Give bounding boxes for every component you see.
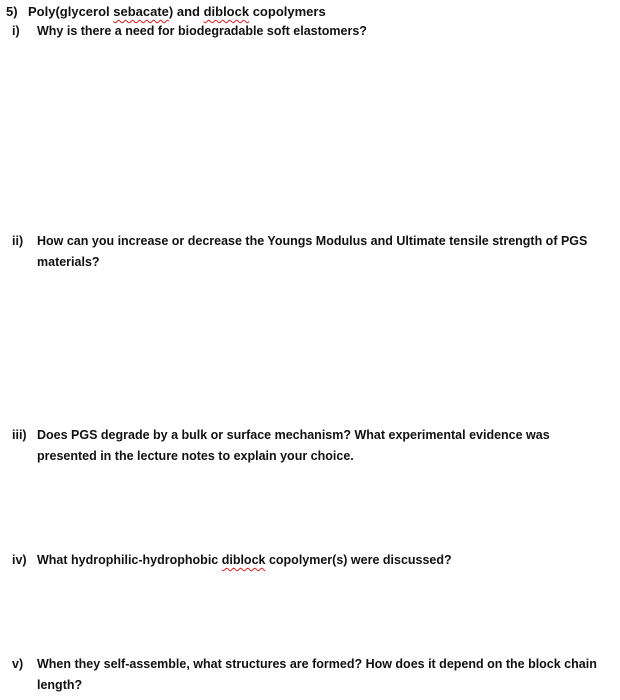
question-number: ii) [12, 234, 24, 248]
question-text: Why is there a need for biodegradable soft elastomers? [37, 24, 367, 38]
question-text [37, 550, 612, 571]
question-number: i) [12, 24, 20, 38]
question-iv [12, 550, 612, 571]
question-text: When they self-assemble, what structures are formed? How does it depend on the block chain length? [37, 657, 597, 692]
question-number: iv) [12, 553, 27, 567]
question-text: Does PGS degrade by a bulk or surface mechanism? What experimental evidence was presented in the lecture notes to explain your choice. [37, 428, 550, 463]
question-iii [12, 425, 612, 467]
question-number: v) [12, 657, 24, 671]
section-title-part: copolymers [249, 4, 326, 19]
question-text-part: What hydrophilic-hydrophobic [37, 553, 222, 567]
question-number: iii) [12, 428, 27, 442]
question-text: How can you increase or decrease the Youngs Modulus and Ultimate tensile strength of PGS materials? [37, 234, 588, 269]
spellcheck-flagged-word: diblock [221, 553, 266, 567]
section-heading [6, 3, 326, 20]
section-title-part: Poly(glycerol [28, 4, 114, 19]
section-title-part: ) and [168, 4, 204, 19]
spellcheck-flagged-word: sebacate [113, 4, 169, 19]
question-ii [12, 231, 612, 273]
question-v [12, 654, 612, 696]
spellcheck-flagged-word: diblock [203, 4, 250, 19]
question-i [12, 21, 612, 42]
question-text-part: copolymer(s) were discussed? [265, 553, 452, 567]
section-number: 5) [6, 4, 18, 19]
